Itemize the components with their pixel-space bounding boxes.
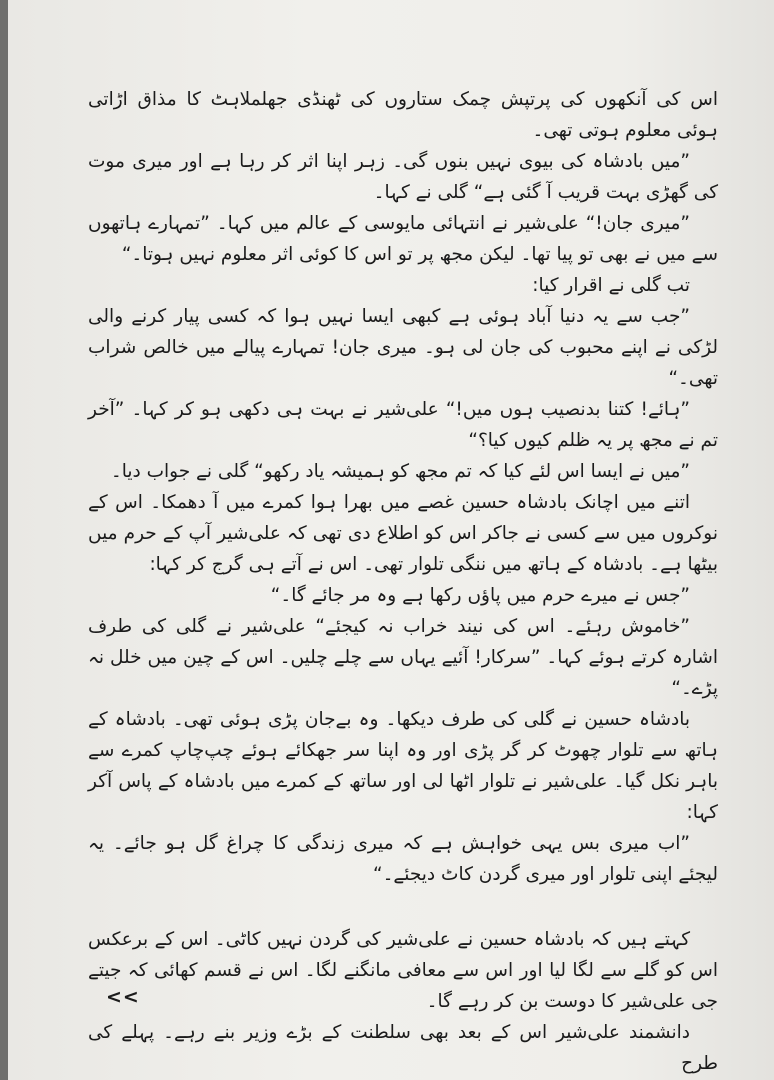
paragraph: ”ہائے! کتنا بدنصیب ہوں میں!“ علی‌شیر نے بہت ہی دکھی ہو کر کہا۔ ”آخر تم نے مجھ پر یہ ظلم کیوں کیا؟“ bbox=[88, 399, 718, 451]
paragraph: ”میں بادشاہ کی بیوی نہیں بنوں گی۔ زہر اپنا اثر کر رہا ہے اور میری موت کی گھڑی بہت قریب آ گئی ہے“ گلی نے کہا۔ bbox=[88, 151, 718, 203]
paragraph: دانشمند علی‌شیر اس کے بعد بھی سلطنت کے بڑے وزیر بنے رہے۔ پہلے کی طرح bbox=[88, 1022, 718, 1074]
body-text bbox=[88, 84, 718, 1079]
paragraph: ”جس نے میرے حرم میں پاؤں رکھا ہے وہ مر جائے گا۔“ bbox=[270, 585, 690, 606]
paragraph: ”جب سے یہ دنیا آباد ہوئی ہے کبھی ایسا نہیں ہوا کہ کسی پیار کرنے والی لڑکی نے اپنے محبوب کی جان لی ہو۔ میری جان! تمہارے پیالے میں خالص شراب تھی۔“ bbox=[88, 306, 718, 389]
paragraph: تب گلی نے اقرار کیا: bbox=[532, 275, 690, 296]
page-number: << bbox=[106, 986, 140, 1008]
paragraph: ”میں نے ایسا اس لئے کیا کہ تم مجھ کو ہمیشہ یاد رکھو“ گلی نے جواب دیا۔ bbox=[110, 461, 690, 482]
paragraph: ”اب میری بس یہی خواہش ہے کہ میری زندگی کا چراغ گل ہو جائے۔ یہ لیجئے اپنی تلوار اور میری گردن کاٹ دیجئے۔“ bbox=[88, 833, 718, 885]
paragraph: کہتے ہیں کہ بادشاہ حسین نے علی‌شیر کی گردن نہیں کاٹی۔ اس کے برعکس اس کو گلے سے لگا لیا اور اس سے معافی مانگنے لگا۔ اس نے قسم کھائی کہ جیتے جی علی‌شیر کا دوست بن کر رہے گا۔ bbox=[88, 929, 718, 1012]
paragraph: اتنے میں اچانک بادشاہ حسین غصے میں بھرا ہوا کمرے میں آ دھمکا۔ اس کے نوکروں میں سے کسی نے جاکر اس کو اطلاع دی تھی کہ علی‌شیر آپ کے حرم میں بیٹھا ہے۔ بادشاہ کے ہاتھ میں ننگی تلوار تھی۔ اس نے آتے ہی گرج کر کہا: bbox=[88, 492, 718, 575]
paragraph: ”میری جان!“ علی‌شیر نے انتہائی مایوسی کے عالم میں کہا۔ ”تمہارے ہاتھوں سے میں نے بھی تو پیا تھا۔ لیکن مجھ پر تو اس کا کوئی اثر معلوم نہیں ہوتا۔“ bbox=[88, 213, 718, 265]
book-page bbox=[8, 0, 774, 1080]
paragraph: ”خاموش رہئے۔ اس کی نیند خراب نہ کیجئے“ علی‌شیر نے گلی کی طرف اشارہ کرتے ہوئے کہا۔ ”سرکار! آئیے یہاں سے چلے چلیں۔ اس کے چین میں خلل نہ پڑے۔“ bbox=[88, 616, 718, 699]
paragraph: بادشاہ حسین نے گلی کی طرف دیکھا۔ وہ بےجان پڑی ہوئی تھی۔ بادشاہ کے ہاتھ سے تلوار چھوٹ کر گر پڑی اور وہ اپنا سر جھکائے ہوئے چپ‌چاپ کمرے سے باہر نکل گیا۔ علی‌شیر نے تلوار اٹھا لی اور ساتھ کے کمرے میں بادشاہ کے پاس آکر کہا: bbox=[88, 709, 718, 823]
paragraph: اس کی آنکھوں کی پرتپش چمک ستاروں کی ٹھنڈی جھلملاہٹ کا مذاق اڑاتی ہوئی معلوم ہوتی تھی۔ bbox=[88, 89, 718, 141]
